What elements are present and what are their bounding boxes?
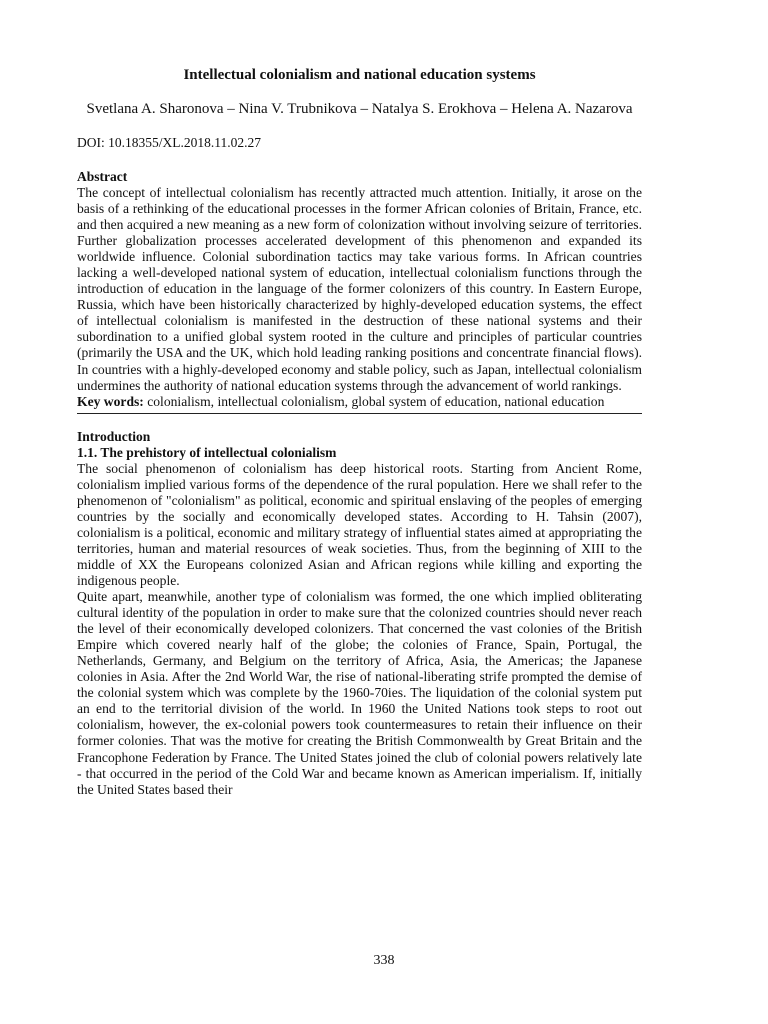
paper-title: Intellectual colonialism and national education systems	[183, 67, 536, 83]
abstract-divider	[77, 413, 642, 414]
body-paragraph-1: The social phenomenon of colonialism has deep historical roots. Starting from Ancient Rome, colonialism implied various forms of the dependence of the rural population. Here we shall refer to the phenomenon of "colonialism" as political, economic and spiritual enslaving of the peoples of emerging countries by the socially and economically developed states. According to H. Tahsin (2007), colonialism is a political, economic and military strategy of influential states aimed at appropriating the territories, human and material resources of weak societies. Thus, from the beginning of XIII to the middle of XX the Europeans colonized Asian and African regions while killing and exporting the indigenous people.	[77, 460, 642, 588]
subsection-heading: 1.1. The prehistory of intellectual colonialism	[77, 444, 337, 460]
keywords	[77, 394, 642, 410]
keywords-label: Key words:	[77, 393, 144, 409]
paper-doi: DOI: 10.18355/XL.2018.11.02.27	[77, 135, 261, 150]
paper-authors: Svetlana A. Sharonova – Nina V. Trubnikova – Natalya S. Erokhova – Helena A. Nazarova	[86, 101, 633, 117]
keywords-text: colonialism, intellectual colonialism, global system of education, national education	[143, 393, 605, 409]
paper-page	[77, 66, 642, 798]
abstract-heading: Abstract	[77, 169, 128, 184]
page-number: 338	[373, 953, 395, 968]
introduction-heading: Introduction	[77, 428, 151, 444]
body-paragraph-2: Quite apart, meanwhile, another type of colonialism was formed, the one which implied obliterating cultural identity of the population in order to make sure that the colonized countries should never reach the level of their economically developed colonizers. That concerned the vast colonies of the British Empire which covered nearly half of the globe; the colonies of France, Spain, Portugal, the Netherlands, Germany, and Belgium on the territory of Africa, Asia, the Americas; the Japanese colonies in Asia. After the 2nd World War, the rise of national-liberating strife prompted the demise of the colonial system which was complete by the 1960-70ies. The liquidation of the colonial system put an end to the territorial division of the world. In 1960 the United Nations took steps to root out colonialism, however, the ex-colonial powers took countermeasures to retain their influence on their former colonies. That was the motive for creating the British Commonwealth by Great Britain and the Francophone Federation by France. The United States joined the club of colonial powers relatively late - that occurred in the period of the Cold War and became known as American imperialism. If, initially the United States based their	[77, 589, 642, 797]
abstract-text: The concept of intellectual colonialism has recently attracted much attention. Initially, it arose on the basis of a rethinking of the educational processes in the former African colonies of Britain, France, etc. and then acquired a new meaning as a new form of colonization without involving seizure of territories. Further globalization processes accelerated development of this phenomenon and expanded its worldwide influence. Colonial subordination tactics may take various forms. In African countries lacking a well-developed national system of education, intellectual colonialism functions through the introduction of education in the language of the former colonizers of this country. In Eastern Europe, Russia, which have been historically characterized by highly-developed education systems, the effect of intellectual colonialism is manifested in the destruction of these national systems and their subordination to a unified global system rooted in the culture and principles of particular countries (primarily the USA and the UK, which hold leading ranking positions and concentrate financial flows). In countries with a highly-developed economy and stable policy, such as Japan, intellectual colonialism undermines the authority of national education systems through the advancement of world rankings.	[77, 185, 642, 393]
